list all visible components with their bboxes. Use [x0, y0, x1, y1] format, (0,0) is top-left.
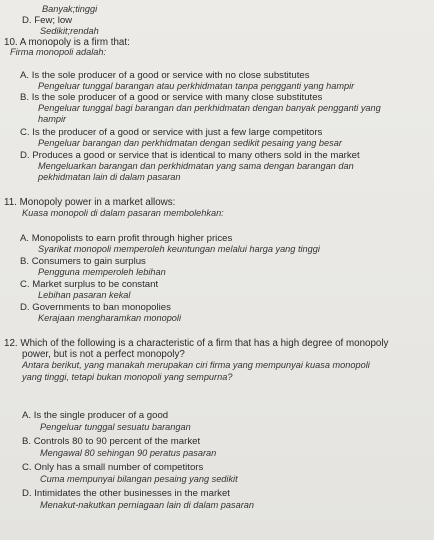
q11-option-a-malay: Syarikat monopoli memperoleh keuntungan melalui harga yang tinggi — [38, 244, 320, 254]
q12-stem: 12. Which of the following is a characteristic of a firm that has a high degree of monopoly — [4, 338, 389, 349]
q11-option-b-malay: Pengguna memperoleh lebihan — [38, 267, 166, 277]
q10-option-b-malay: Pengeluar tunggal bagi barangan dan perkhidmatan dengan banyak pengganti yang — [38, 103, 381, 113]
q10-stem-malay: Firma monopoli adalah: — [10, 47, 107, 57]
q10-option-c: C. Is the producer of a good or service with just a few large competitors — [20, 127, 323, 138]
q12-option-b-malay: Mengawal 80 sehingan 90 peratus pasaran — [40, 448, 217, 458]
q12-option-c-malay: Cuma mempunyai bilangan pesaing yang sedikit — [40, 474, 238, 484]
q12-option-d: D. Intimidates the other businesses in the market — [22, 488, 230, 499]
q11-option-c: C. Market surplus to be constant — [20, 279, 159, 290]
q12-option-a-malay: Pengeluar tunggal sesuatu barangan — [40, 422, 191, 432]
q10-option-a-malay: Pengeluar tunggal barangan atau perkhidmatan tanpa pengganti yang hampir — [38, 81, 355, 91]
q12-option-c: C. Only has a small number of competitors — [22, 462, 204, 473]
q12-option-b: B. Controls 80 to 90 percent of the market — [22, 436, 201, 447]
q10-option-c-malay: Pengeluar barangan dan perkhidmatan dengan sedikit pesaing yang besar — [38, 138, 342, 148]
q12-option-d-malay: Menakut-nakutkan perniagaan lain di dalam pasaran — [40, 500, 255, 510]
q11-option-d: D. Governments to ban monopolies — [20, 302, 171, 313]
q10-stem: 10. A monopoly is a firm that: — [4, 37, 130, 48]
q11-option-b: B. Consumers to gain surplus — [20, 256, 146, 267]
q11-option-c-malay: Lebihan pasaran kekal — [38, 290, 131, 300]
q10-option-b: B. Is the sole producer of a good or service with many close substitutes — [20, 92, 323, 103]
q12-option-a: A. Is the single producer of a good — [22, 410, 169, 421]
q11-stem-malay: Kuasa monopoli di dalam pasaran membolehkan: — [22, 208, 224, 218]
q9-option-d-malay: Sedikit;rendah — [40, 26, 99, 36]
q10-option-d: D. Produces a good or service that is identical to many others sold in the market — [20, 150, 360, 161]
q10-option-b-malay-cont: hampir — [38, 114, 67, 124]
q10-option-d-malay-cont: pekhidmatan lain di dalam pasaran — [38, 172, 181, 182]
q11-option-a: A. Monopolists to earn profit through higher prices — [20, 233, 233, 244]
q9-option-c-malay: Banyak;tinggi — [42, 4, 98, 14]
q11-option-d-malay: Kerajaan mengharamkan monopoli — [38, 313, 182, 323]
q12-stem-malay: Antara berikut, yang manakah merupakan ciri firma yang mempunyai kuasa monopoli — [22, 360, 370, 370]
q12-stem-malay-cont: yang tinggi, tetapi bukan monopoli yang sempurna? — [22, 372, 233, 382]
q12-stem-cont: power, but is not a perfect monopoly? — [22, 349, 185, 360]
q11-stem: 11. Monopoly power in a market allows: — [4, 197, 176, 208]
q9-option-d: D. Few; low — [22, 15, 73, 26]
q10-option-d-malay: Mengeluarkan barangan dan perkhidmatan yang sama dengan barangan dan — [38, 161, 354, 171]
q10-option-a: A. Is the sole producer of a good or service with no close substitutes — [20, 70, 310, 81]
